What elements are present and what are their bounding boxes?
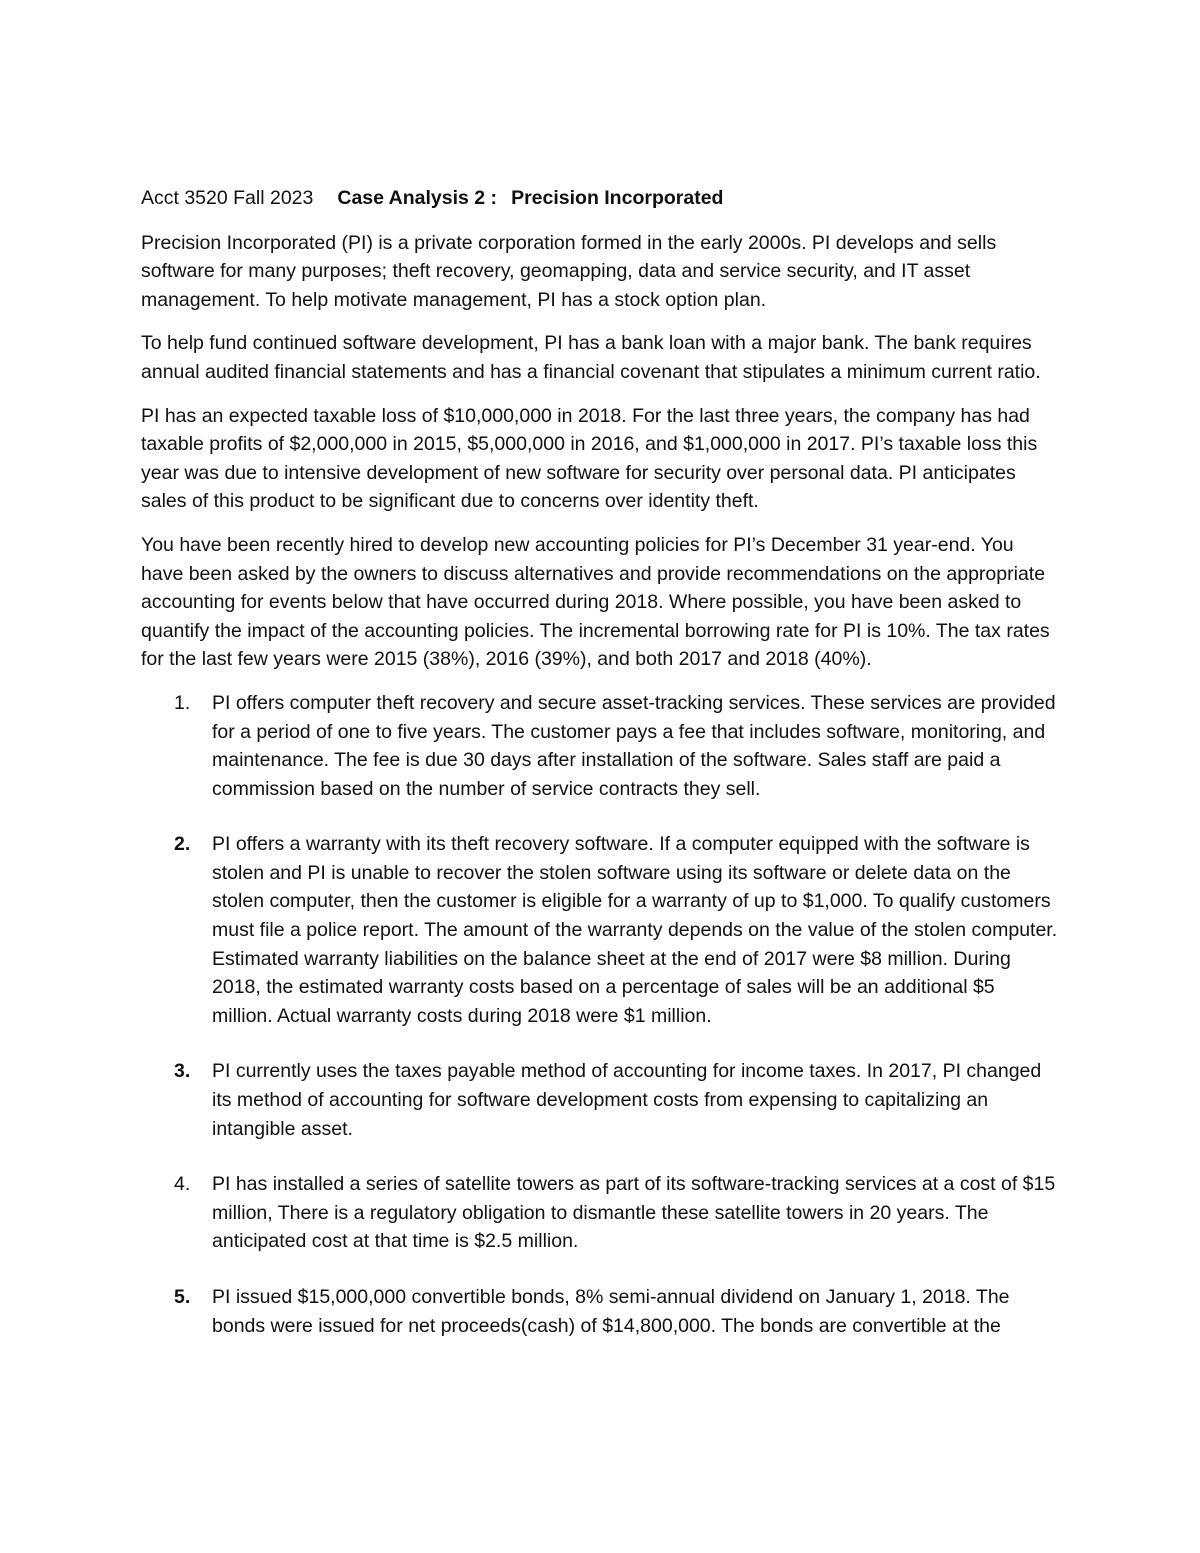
list-item xyxy=(141,689,1059,803)
taxable-loss-paragraph: PI has an expected taxable loss of $10,000,000 in 2018. For the last three years, the company has had taxable profits of $2,000,000 in 2015, $5,000,000 in 2016, and $1,000,000 in 2017. PI’s taxable loss this year was due to intensive development of new software for security over personal data. PI anticipates sales of this product to be significant due to concerns over identity theft. xyxy=(141,404,1038,513)
events-list xyxy=(141,689,1059,1340)
list-item-text: PI currently uses the taxes payable method of accounting for income taxes. In 2017, PI changed its method of accounting for software development costs from expensing to capitalizing an intangible asset. xyxy=(212,1060,1042,1140)
list-item-number: 4. xyxy=(174,1173,191,1196)
list-item-text: PI offers computer theft recovery and secure asset-tracking services. These services are provided for a period of one to five years. The customer pays a fee that includes software, monitoring, and maintenance. The fee is due 30 days after installation of the software. Sales staff are paid a commission based on the number of service contracts they sell. xyxy=(212,691,1056,800)
document-page xyxy=(141,184,1059,1367)
company-name: Precision Incorporated xyxy=(511,187,724,209)
case-label: Case Analysis 2 : xyxy=(337,187,498,209)
list-item xyxy=(141,1170,1059,1256)
course-label: Acct 3520 Fall 2023 xyxy=(141,187,314,209)
list-item-number: 5. xyxy=(174,1286,191,1308)
list-item-text: PI issued $15,000,000 convertible bonds, 8% semi-annual dividend on January 1, 2018. The bonds were issued for net proceeds(cash) of $14,800,000. The bonds are convertible at the xyxy=(212,1286,1010,1337)
list-item xyxy=(141,830,1059,1030)
list-item xyxy=(141,1057,1059,1143)
list-item xyxy=(141,1283,1059,1340)
list-item-number: 1. xyxy=(174,691,191,714)
list-item-number: 2. xyxy=(174,833,191,856)
list-item-text: PI has installed a series of satellite towers as part of its software-tracking services at a cost of $15 million, There is a regulatory obligation to dismantle these satellite towers in 20 years. The anticipated cost at that time is $2.5 million. xyxy=(212,1173,1056,1253)
list-item-text: PI offers a warranty with its theft recovery software. If a computer equipped with the software is stolen and PI is unable to recover the stolen software using its software or delete data on the stolen computer, then the customer is eligible for a warranty of up to $1,000. To qualify customers must file a police report. The amount of the warranty depends on the value of the stolen computer. Estimated warranty liabilities on the balance sheet at the end of 2017 were $8 million. During 2018, the estimated warranty costs based on a percentage of sales will be an additional $5 million. Actual warranty costs during 2018 were $1 million. xyxy=(212,833,1058,1027)
bank-loan-paragraph: To help fund continued software development, PI has a bank loan with a major bank. The bank requires annual audited financial statements and has a financial covenant that stipulates a minimum current ratio. xyxy=(141,332,1041,383)
intro-paragraph: Precision Incorporated (PI) is a private corporation formed in the early 2000s. PI develops and sells software for many purposes; theft recovery, geomapping, data and service security, and IT asset management. To help motivate management, PI has a stock option plan. xyxy=(141,231,997,311)
list-item-number: 3. xyxy=(174,1060,191,1083)
document-title xyxy=(141,184,1059,213)
assignment-paragraph: You have been recently hired to develop new accounting policies for PI’s December 31 year-end. You have been asked by the owners to discuss alternatives and provide recommendations on the appropriate accounting for events below that have occurred during 2018. Where possible, you have been asked to quantify the impact of the accounting policies. The incremental borrowing rate for PI is 10%. The tax rates for the last few years were 2015 (38%), 2016 (39%), and both 2017 and 2018 (40%). xyxy=(141,533,1050,671)
